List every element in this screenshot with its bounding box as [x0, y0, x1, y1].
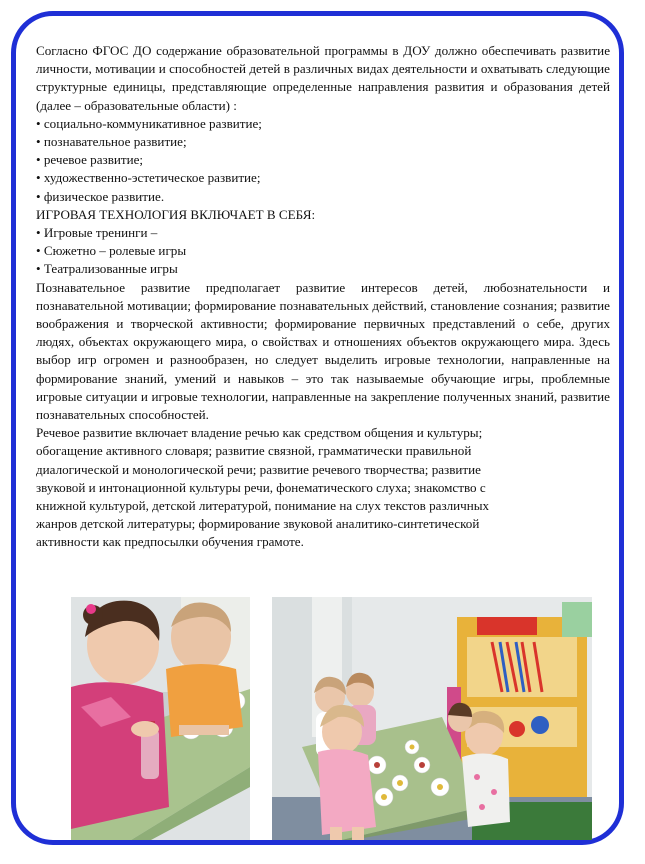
area-item: • речевое развитие;: [36, 152, 144, 168]
speech-line: книжной культурой, детской литературой, понимание на слух текстов различных: [36, 498, 490, 514]
speech-line: диалогической и монологической речи; развитие речевого творчества; развитие: [36, 461, 481, 477]
intro-paragraph: Согласно ФГОС ДО содержание образовательной программы в ДОУ должно обеспечивать развитие личности, мотивации и способностей детей в различных видах деятельности и охватывать следующие структурные единицы, представляющие определенные направления развития и образования детей (далее – образовательные области) :: [36, 43, 610, 113]
tech-heading: ИГРОВАЯ ТЕХНОЛОГИЯ ВКЛЮЧАЕТ В СЕБЯ:: [36, 206, 316, 222]
area-item: • художественно-эстетическое развитие;: [36, 170, 261, 186]
photo-children-table-right: [272, 597, 592, 840]
speech-line: жанров детской литературы; формирование звуковой аналитико-синтетической: [36, 516, 480, 532]
speech-paragraph: [36, 424, 610, 551]
area-item: • социально-коммуникативное развитие;: [36, 115, 262, 131]
photo-right-image: [272, 597, 592, 840]
speech-line: Речевое развитие включает владение речью как средством общения и культуры;: [36, 425, 483, 441]
speech-line: активности как предпосылки обучения грамоте.: [36, 534, 304, 550]
tech-item: • Театрализованные игры: [36, 261, 178, 277]
photo-row: [0, 597, 645, 840]
tech-item: • Сюжетно – ролевые игры: [36, 243, 187, 259]
tech-item: • Игровые тренинги –: [36, 225, 158, 241]
article-text: [36, 42, 610, 552]
speech-line: обогащение активного словаря; развитие связной, грамматически правильной: [36, 443, 472, 459]
area-item: • познавательное развитие;: [36, 134, 187, 150]
photo-children-table-left: [71, 597, 250, 840]
photo-left-image: [71, 597, 250, 840]
tech-list: [36, 224, 610, 279]
area-item: • физическое развитие.: [36, 188, 165, 204]
cognitive-paragraph: Познавательное развитие предполагает развитие интересов детей, любознательности и познавательной мотивации; формирование познавательных действий, становление сознания; развитие воображения и творческой активности; формирование первичных представлений о себе, других людях, объектах окружающего мира, о свойствах и отношениях объектов окружающего мира. Здесь выбор игр огромен и разнообразен, но следует выделить игровые технологии, направленные на формирование знаний, умений и навыков – это так называемые обучающие игры, проблемные игровые ситуации и игровые технологии, направленные на закрепление полученных знаний, развитие познавательных способностей.: [36, 279, 610, 423]
areas-list: [36, 115, 610, 206]
speech-line: звуковой и интонационной культуры речи, фонематического слуха; знакомство с: [36, 479, 486, 495]
